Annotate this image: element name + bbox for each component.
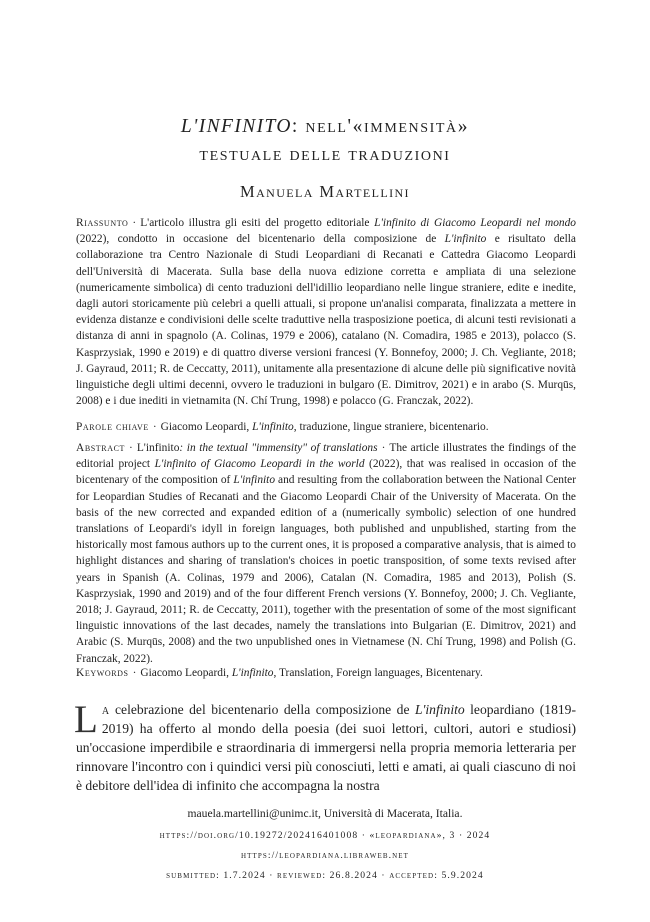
italian-keywords-italic-1: L'infinito [252, 421, 294, 433]
italian-keywords [76, 419, 576, 435]
english-abstract-text-3: and resulting from the collaboration between the National Center for Leopardian Studies of Recanati and the Giacomo Leopardi Chair of the University of Macerata. On the basis of the new corrected and expanded edition of a (numerically symbolic) selection of one hundred translations of Leopardi's idyll in foreign languages, both published and unpublished, starting from the historically most famous authors up to the current ones, it is proposed a comparative analysis, that is aimed to highlight distances and sharing of translation's choices in poetic transposition, of some texts revised after years in Spanish (A. Colinas, 1979 and 2006), Catalan (N. Comadira, 1985 and 2013), Polish (S. Kasprzysiak, 1990 and 2019) and of the four different French versions (Y. Bonnefoy, 2000; J. Ch. Vegliante, 2018; J. Gayraud, 2011; R. de Ceccatty, 2011), together with the presentation of some of the most significant linguistic innovations of the last decades, namely the translations into Bulgarian (E. Dimitrov, 2021) and Arabic (S. Murqūs, 2008) and the two unpublished ones in Vietnamese (N. Chí Trung, 1998) and Polish (G. Franczak, 2022). [76, 474, 576, 665]
english-abstract-text-2: (2022), that was realised in occasion of the bicentenary of the composition of [76, 458, 577, 487]
separator-dot: · [129, 442, 133, 454]
english-keywords-text-2: , Translation, Foreign languages, Bicentenary. [273, 667, 483, 679]
footer-email-affiliation: mauela.martellini@unimc.it, Università di Macerata, Italia. [187, 807, 463, 820]
first-word-rest: a [101, 702, 110, 717]
english-abstract [76, 440, 576, 667]
separator-dot: · [132, 667, 137, 679]
italian-keywords-text-2: , traduzione, lingue straniere, bicentenario. [293, 421, 489, 433]
separator-dot: · [152, 421, 157, 433]
article-title [0, 113, 650, 169]
italian-keywords-text-1: Giacomo Leopardi, [160, 421, 253, 433]
english-keywords-italic-1: L'infinito [231, 667, 274, 679]
title-rest-line-1: : nell'«immensità» [291, 116, 470, 137]
title-italic-part: L'INFINITO [180, 116, 292, 137]
italian-abstract-text-1: L'articolo illustra gli esiti del progetto editoriale [140, 217, 375, 229]
footer-doi-line: https://doi.org/10.19272/202416401008 · «leopardiana», 3 · 2024 [159, 830, 491, 841]
drop-cap: L [74, 698, 98, 741]
english-keywords-label: Keywords [76, 667, 129, 679]
body-paragraph [76, 700, 576, 795]
italian-abstract-label: Riassunto [76, 217, 129, 229]
author-name: Manuela Martellini [240, 182, 410, 201]
english-keywords [76, 665, 576, 681]
english-abstract-text-1: The article illustrates the findings of the editorial project [76, 442, 576, 471]
separator-dot: · [381, 442, 386, 454]
italian-keywords-label: Parole chiave [76, 421, 149, 433]
english-abstract-title: L'infinito: in the textual "immensity" of translations [136, 442, 378, 454]
body-text-2: leopardiano (1819-2019) ha offerto al mondo della poesia (dei suoi lettori, cultori, autori e studiosi) un'occasione imperdibile e straordinaria di immergersi nella propria memoria letteraria per rinnovare l'incontro con i quindici versi più conosciuti, letti e amati, ai quali ciascuno di noi è debitore dell'idea di infinito che accompagna la nostra [76, 702, 576, 793]
body-italic-1: L'infinito [414, 702, 465, 717]
italian-abstract [76, 215, 576, 409]
italian-abstract-italic-2: L'infinito [444, 233, 487, 246]
english-abstract-italic-2: L'infinito [233, 474, 276, 487]
english-abstract-italic-1: L'infinito of Giacomo Leopardi in the world [154, 458, 365, 471]
footer-dates-line: submitted: 1.7.2024 · reviewed: 26.8.2024 · accepted: 5.9.2024 [166, 870, 484, 881]
article-title-line-2: testuale delle traduzioni [199, 144, 451, 165]
english-keywords-text-1: Giacomo Leopardi, [140, 667, 232, 679]
italian-abstract-italic-1: L'infinito di Giacomo Leopardi nel mondo [374, 217, 576, 229]
italian-abstract-text-2: (2022), condotto in occasione del bicentenario della composizione de [76, 233, 445, 246]
body-text-1: celebrazione del bicentenario della composizione de [109, 702, 415, 717]
title-block [0, 113, 650, 202]
footer-url-line: https://leopardiana.libraweb.net [240, 850, 410, 861]
separator-dot: · [132, 217, 137, 229]
english-abstract-label: Abstract [76, 442, 126, 454]
italian-abstract-text-3: e risultato della collaborazione tra Centro Nazionale di Studi Leopardiani di Recanati e Cattedra Giacomo Leopardi dell'Università di Macerata. Sulla base della nuova edizione corretta e ampliata di una selezione (numericamente simbolica) di cento traduzioni dell'idillio leopardiano nelle lingue straniere, edite e inedite, dagli autori storicamente più celebri a quelli attuali, si propone un'analisi comparata, finalizzata a mettere in evidenza distanze e condivisioni delle scelte traduttive nella trasposizione poetica, di alcuni testi revisionati a distanza di anni in spagnolo (A. Colinas, 1979 e 2006), catalano (N. Comadira, 1985 e 2013), polacco (S. Kasprzysiak, 1990 e 2019) e di quattro diverse versioni francesi (Y. Bonnefoy, 2000; J. Ch. Vegliante, 2018; J. Gayraud, 2011; R. de Ceccatty, 2011), unitamente alla presentazione di alcune delle più significative novità linguistiche degli ultimi decenni, ovvero le traduzioni in bulgaro (E. Dimitrov, 2021) e in arabo (S. Murqūs, 2008) e i due inediti in vietnamita (N. Chí Trung, 1998) e polacco (G. Franczak, 2022). [76, 233, 576, 408]
article-title-line-1 [0, 113, 650, 141]
